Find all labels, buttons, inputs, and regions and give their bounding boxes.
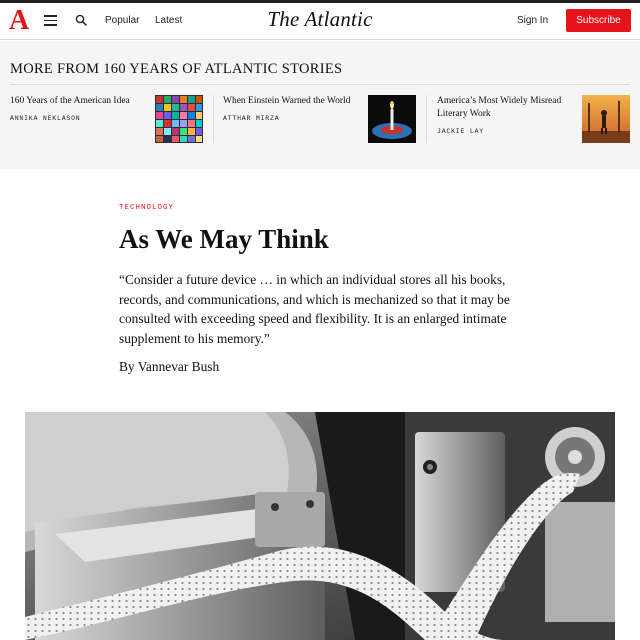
divider <box>10 84 630 85</box>
story-author: ANNIKA NEKLASON <box>10 115 81 122</box>
more-from-title: MORE FROM 160 YEARS OF ATLANTIC STORIES <box>10 61 343 77</box>
story-author: JACKIE LAY <box>437 128 485 135</box>
story-card-3[interactable] <box>437 95 632 145</box>
divider <box>213 95 214 143</box>
story-author: ATTHAR MIRZA <box>223 115 280 122</box>
atlantic-logo[interactable]: A <box>9 5 30 36</box>
masthead-logo[interactable]: The Atlantic <box>267 7 373 31</box>
site-header <box>0 3 640 40</box>
more-from-strip <box>0 41 640 169</box>
byline-prefix: By <box>119 359 135 374</box>
section-label[interactable]: TECHNOLOGY <box>119 204 175 212</box>
nav-popular-link[interactable]: Popular <box>105 15 140 26</box>
story-card-2[interactable] <box>223 95 418 145</box>
hero-image-memex-machine <box>25 412 615 640</box>
article-headline: As We May Think <box>119 224 329 254</box>
sign-in-link[interactable]: Sign In <box>517 15 549 26</box>
story-title[interactable]: When Einstein Warned the World <box>223 96 351 106</box>
story-card-1[interactable] <box>10 95 205 145</box>
divider <box>426 95 427 143</box>
story-thumbnail-candle[interactable] <box>368 95 416 143</box>
story-title-line-1: America’s Most Widely Misread <box>437 96 562 106</box>
story-title[interactable]: 160 Years of the American Idea <box>10 96 130 106</box>
story-thumbnail-mosaic[interactable] <box>155 95 203 143</box>
story-title-line-2: Literary Work <box>437 109 491 119</box>
author-link[interactable]: Vannevar Bush <box>137 359 220 374</box>
byline <box>119 359 219 375</box>
article-dek: “Consider a future device … in which an individual stores all his books, records, and communications, and which is mechanized so that it may be consulted with exceeding speed and flexibility. It is an enlarged intimate supplement to his memory.” <box>119 272 510 346</box>
story-thumbnail-painting[interactable] <box>582 95 630 143</box>
story-title[interactable] <box>437 95 561 121</box>
nav-latest-link[interactable]: Latest <box>155 15 183 26</box>
subscribe-button[interactable]: Subscribe <box>566 9 631 32</box>
